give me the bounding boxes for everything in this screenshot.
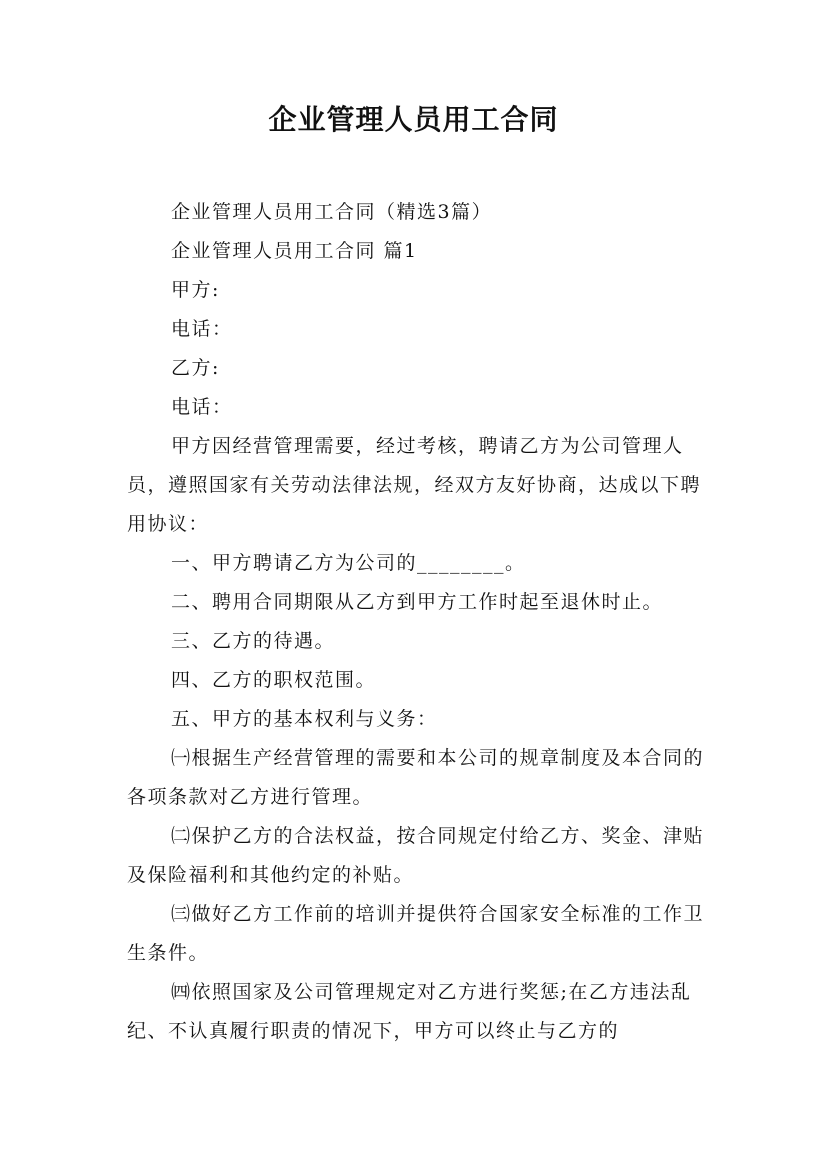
- paragraph-party-b: 乙方:: [171, 357, 220, 379]
- paragraph-clause-3: 三、乙方的待遇。: [171, 630, 336, 652]
- paragraph-clause-5: 五、甲方的基本权利与义务：: [171, 708, 438, 730]
- document-body: [127, 193, 715, 1051]
- paragraph-item-4: ㈣依照国家及公司管理规定对乙方进行奖惩;在乙方违法乱纪、不认真履行职责的情况下，甲方可以终止与乙方的: [127, 981, 692, 1042]
- paragraph-clause-1: 一、甲方聘请乙方为公司的________。: [171, 552, 526, 574]
- paragraph-clause-4: 四、乙方的职权范围。: [171, 669, 377, 691]
- paragraph-preamble: 甲方因经营管理需要，经过考核，聘请乙方为公司管理人员，遵照国家有关劳动法律法规，经双方友好协商，达成以下聘用协议：: [127, 435, 702, 535]
- paragraph-section-heading: 企业管理人员用工合同 篇1: [171, 240, 418, 262]
- document-title: 企业管理人员用工合同: [268, 103, 559, 136]
- paragraph-phone-a: 电话：: [171, 318, 233, 340]
- paragraph-subtitle: 企业管理人员用工合同（精选3篇）: [171, 201, 493, 223]
- paragraph-item-3: ㈢做好乙方工作前的培训并提供符合国家安全标准的工作卫生条件。: [127, 903, 705, 964]
- paragraph-clause-2: 二、聘用合同期限从乙方到甲方工作时起至退休时止。: [171, 591, 664, 613]
- paragraph-party-a: 甲方:: [171, 279, 220, 301]
- paragraph-item-1: ㈠根据生产经营管理的需要和本公司的规章制度及本合同的各项条款对乙方进行管理。: [127, 747, 705, 808]
- paragraph-phone-b: 电话：: [171, 396, 233, 418]
- paragraph-item-2: ㈡保护乙方的合法权益，按合同规定付给乙方、奖金、津贴及保险福利和其他约定的补贴。: [127, 825, 705, 886]
